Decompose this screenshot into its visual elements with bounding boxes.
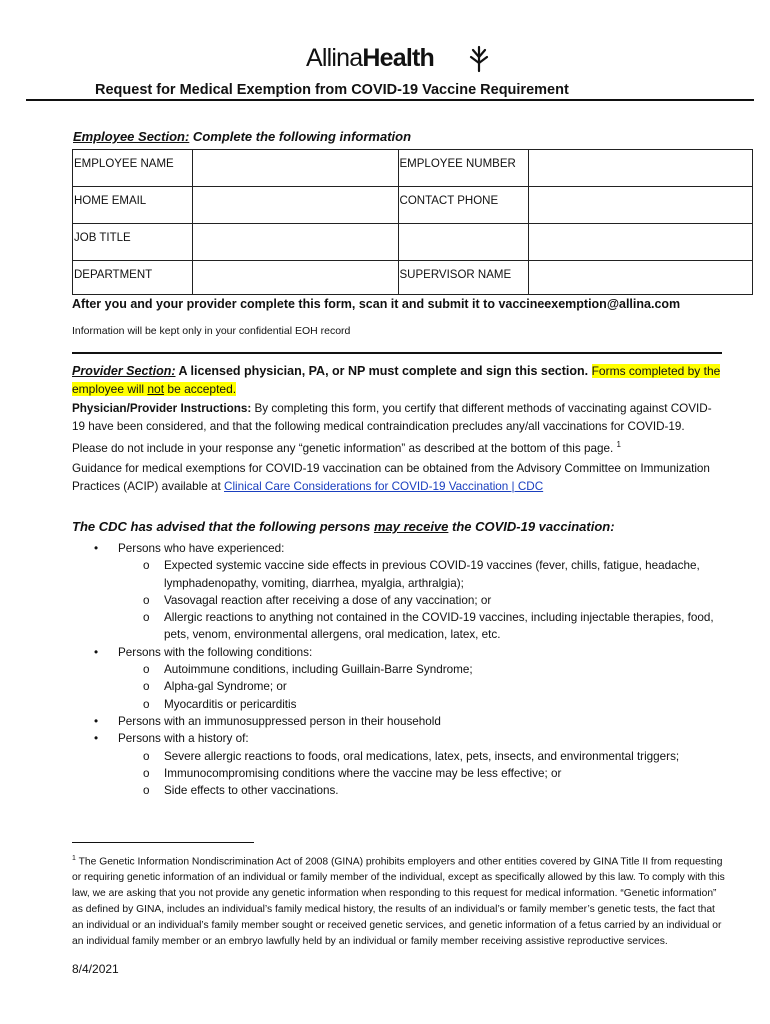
- table-row: [73, 187, 753, 224]
- allina-leaf-icon: [467, 45, 491, 73]
- department-field[interactable]: [192, 261, 398, 295]
- instructions-label: Physician/Provider Instructions:: [72, 402, 252, 415]
- table-row: [73, 224, 753, 261]
- employee-section-label: Employee Section:: [73, 129, 190, 144]
- cdc-heading-part2: the COVID-19 vaccination:: [448, 519, 615, 534]
- list-item: o Autoimmune conditions, including Guillain-Barre Syndrome;: [72, 661, 732, 678]
- cdc-advisory-heading: [72, 519, 615, 534]
- list-item: o Side effects to other vaccinations.: [72, 782, 732, 799]
- list-item: o Vasovagal reaction after receiving a dose of any vaccination; or: [72, 592, 732, 609]
- guidance-paragraph: [72, 460, 722, 496]
- confidentiality-note: Information will be kept only in your confidential EOH record: [72, 325, 351, 337]
- footnote-text: The Genetic Information Nondiscrimination Act of 2008 (GINA) prohibits employers and other entities covered by GINA Title II from requesting or requiring genetic information of an individual or family member of the individual, except as specifically allowed by this law. To comply with this law, we are asking that you not provide any genetic information when responding to this request for medical information. “Genetic information” as defined by GINA, includes an individual’s family medical history, the results of an individual’s or family member’s genetic tests, the fact that an individual or an individual’s family member sought or received genetic services, and genetic information of a fetus carried by an individual or an individual family member or an embryo lawfully held by an individual or family member receiving assistive reproductive services.: [72, 856, 725, 948]
- job-title-field[interactable]: [192, 224, 398, 261]
- home-email-label: HOME EMAIL: [73, 187, 193, 224]
- employee-section-instruction: Complete the following information: [189, 129, 412, 144]
- warning-text-part2: be accepted.: [164, 382, 237, 396]
- employee-section-heading: [73, 129, 411, 144]
- submit-instruction: After you and your provider complete this form, scan it and submit it to vaccineexemption@allina.com: [72, 297, 681, 311]
- cdc-heading-part1: The CDC has advised that the following persons: [72, 519, 374, 534]
- document-title: Request for Medical Exemption from COVID-19 Vaccine Requirement: [95, 82, 569, 98]
- employee-name-label: EMPLOYEE NAME: [73, 150, 193, 187]
- provider-instructions: [72, 400, 722, 458]
- list-item: o Alpha-gal Syndrome; or: [72, 678, 732, 695]
- supervisor-name-label: SUPERVISOR NAME: [398, 261, 529, 295]
- instructions-text: By completing this form, you certify that different methods of vaccinating against COVID-19 have been considered, and that the following medical contraindication precludes any/all vaccinations for COVID-19. Please do not include in your response any “genetic information” as described at the bottom of this page.: [72, 402, 712, 455]
- footnote-divider: [72, 842, 254, 843]
- list-item: o Allergic reactions to anything not contained in the COVID-19 vaccines, including injectable therapies, food, pets, venom, environmental allergens, oral medication, latex, etc.: [72, 609, 732, 644]
- list-item: o Myocarditis or pericarditis: [72, 696, 732, 713]
- footnote-number: 1: [72, 855, 76, 862]
- list-item: o Immunocompromising conditions where the vaccine may be less effective; or: [72, 765, 732, 782]
- employee-name-field[interactable]: [192, 150, 398, 187]
- employee-number-label: EMPLOYEE NUMBER: [398, 150, 529, 187]
- list-item: • Persons with the following conditions:: [72, 644, 732, 661]
- list-item: • Persons with an immunosuppressed person in their household: [72, 713, 732, 730]
- title-divider: [26, 99, 754, 101]
- cdc-heading-may-receive: may receive: [373, 519, 449, 534]
- provider-section-heading: [72, 362, 732, 398]
- document-date: 8/4/2021: [72, 962, 119, 976]
- contact-phone-field[interactable]: [529, 187, 753, 224]
- warning-text-part1: Forms completed by the employee will: [72, 364, 721, 396]
- cdc-eligibility-list: [72, 540, 732, 799]
- job-title-label: JOB TITLE: [73, 224, 193, 261]
- employee-number-field[interactable]: [529, 150, 753, 187]
- logo-text-health: Health: [362, 44, 434, 72]
- contact-phone-label: CONTACT PHONE: [398, 187, 529, 224]
- provider-section-divider: [72, 352, 722, 354]
- provider-section-label: Provider Section:: [72, 364, 176, 378]
- list-item: o Expected systemic vaccine side effects in previous COVID-19 vaccines (fever, chills, fatigue, headache, lymphadenopathy, vomiting, diarrhea, myalgia, arthralgia);: [72, 557, 732, 592]
- footnote-reference: 1: [616, 440, 621, 449]
- cdc-guidance-link[interactable]: Clinical Care Considerations for COVID-19 Vaccination | CDC: [224, 480, 544, 493]
- logo-text-allina: Allina: [306, 44, 363, 72]
- provider-requirement: A licensed physician, PA, or NP must complete and sign this section.: [175, 364, 589, 378]
- list-item: • Persons with a history of:: [72, 730, 732, 747]
- gina-footnote: [72, 851, 728, 950]
- guidance-text: Guidance for medical exemptions for COVID-19 vaccination can be obtained from the Advisory Committee on Immunization Practices (ACIP) available at: [72, 462, 710, 493]
- employee-info-table: [72, 149, 753, 295]
- blank-field-cell[interactable]: [529, 224, 753, 261]
- list-item: • Persons who have experienced:: [72, 540, 732, 557]
- supervisor-name-field[interactable]: [529, 261, 753, 295]
- table-row: [73, 150, 753, 187]
- warning-not: not: [147, 382, 165, 396]
- blank-label-cell: [398, 224, 529, 261]
- list-item: o Severe allergic reactions to foods, oral medications, latex, pets, insects, and environmental triggers;: [72, 748, 732, 765]
- home-email-field[interactable]: [192, 187, 398, 224]
- department-label: DEPARTMENT: [73, 261, 193, 295]
- allina-health-logo: [306, 44, 434, 73]
- table-row: [73, 261, 753, 295]
